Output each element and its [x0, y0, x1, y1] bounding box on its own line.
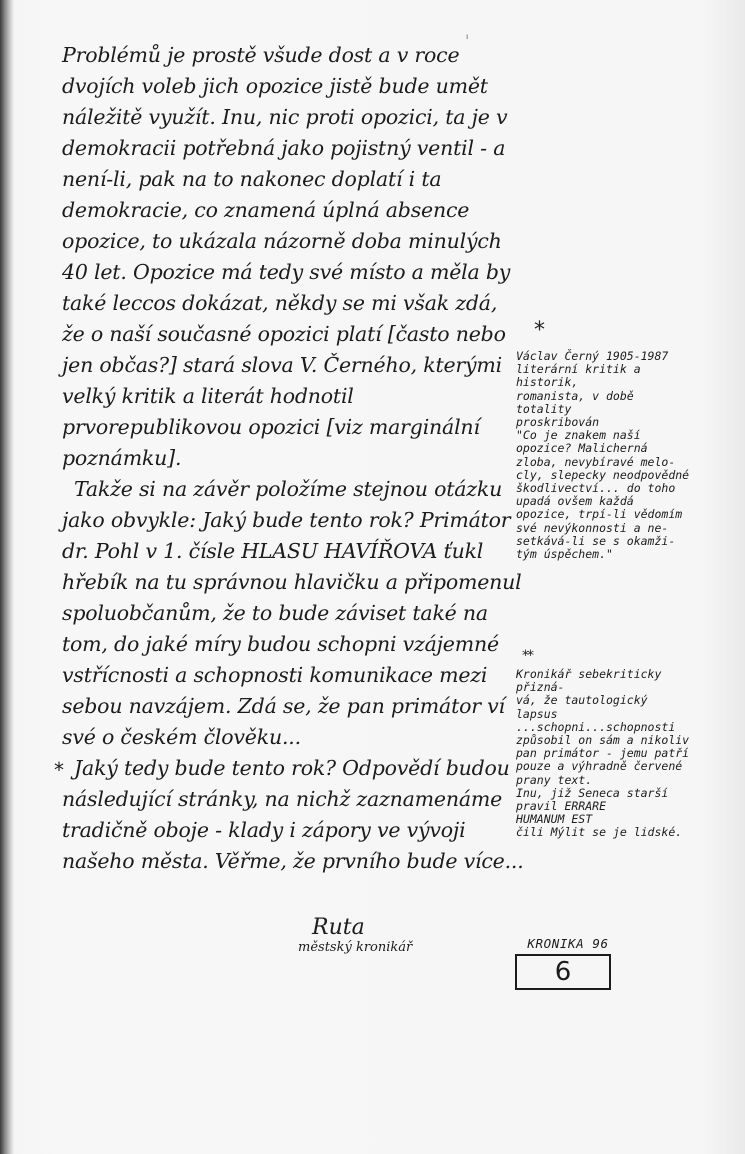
signature-title: městský kronikář: [298, 940, 413, 955]
marginal-note-chronicler: Kronikář sebekriticky přizná- vá, že tautologický lapsus ...schopni...schopnosti způsobil on sám a nikoliv pan primátor - jemu patří pouze a výhradně červené prany text. Inu, již Seneca starší pravil ERRARE HUMANUM EST čili Mýlit se je lidské.: [516, 667, 690, 840]
asterisk-marker: *: [54, 758, 64, 782]
chronicle-label: KRONIKA 96: [527, 936, 609, 951]
note2-double-asterisk-icon: **: [522, 648, 532, 664]
paragraph-closing-text: Jaký tedy bude tento rok? Odpovědí budou následující stránky, na nichž zaznamenáme tradičně oboje - klady i zápory ve vývoji našeho města. Věřme, že prvního bude více...: [62, 756, 524, 873]
note1-asterisk-icon: *: [534, 318, 545, 343]
page-number-box: [515, 954, 611, 990]
page-number: 6: [554, 957, 572, 987]
chronicler-signature: [298, 916, 458, 955]
signature-name: Ruta: [312, 915, 365, 940]
marginal-note-cerny: Václav Černý 1905-1987 literární kritik a historik, romanista, v době totality proskribován "Co je znakem naší opozice? Malicherná zloba, nevybíravé melo- cly, slepecky neodpovědné škodlivectví... do toho upadá ovšem každá opozice, trpí-li vědomím své nevýkonnosti a ne- setkává-li se s okamži- tým úspěchem.": [516, 349, 690, 562]
paragraph-closing: [54, 753, 524, 877]
paragraph-opposition: Problémů je prostě všude dost a v roce dvojích voleb jich opozice jistě bude umět náležitě využít. Inu, nic proti opozici, ta je v demokracii potřebná jako pojistný ventil - a není-li, pak na to nakonec doplatí i ta demokracie, co znamená úplná absence opozice, to ukázala názorně doba minulých 40 let. Opozice má tedy své místo a měla by také leccos dokázat, někdy se mi však zdá, že o naší současné opozici platí [často nebo jen občas?] stará slova V. Černého, kterými velký kritik a literát hodnotil prvorepublikovou opozici [viz marginální poznámku].: [62, 43, 511, 470]
paragraph-year-question: Takže si na závěr položíme stejnou otázku jako obvykle: Jaký bude tento rok? Primátor dr. Pohl v 1. čísle HLASU HAVÍŘOVA ťukl hřebík na tu správnou hlavičku a připomenul spoluobčanům, že to bude záviset také na tom, do jaké míry budou schopni vzájemné vstřícnosti a schopnosti komunikace mezi sebou navzájem. Zdá se, že pan primátor ví své o českém člověku...: [62, 477, 522, 749]
binding-gutter: [0, 0, 14, 1154]
main-handwritten-text: [54, 40, 524, 877]
margin-tick: ı: [466, 32, 469, 41]
